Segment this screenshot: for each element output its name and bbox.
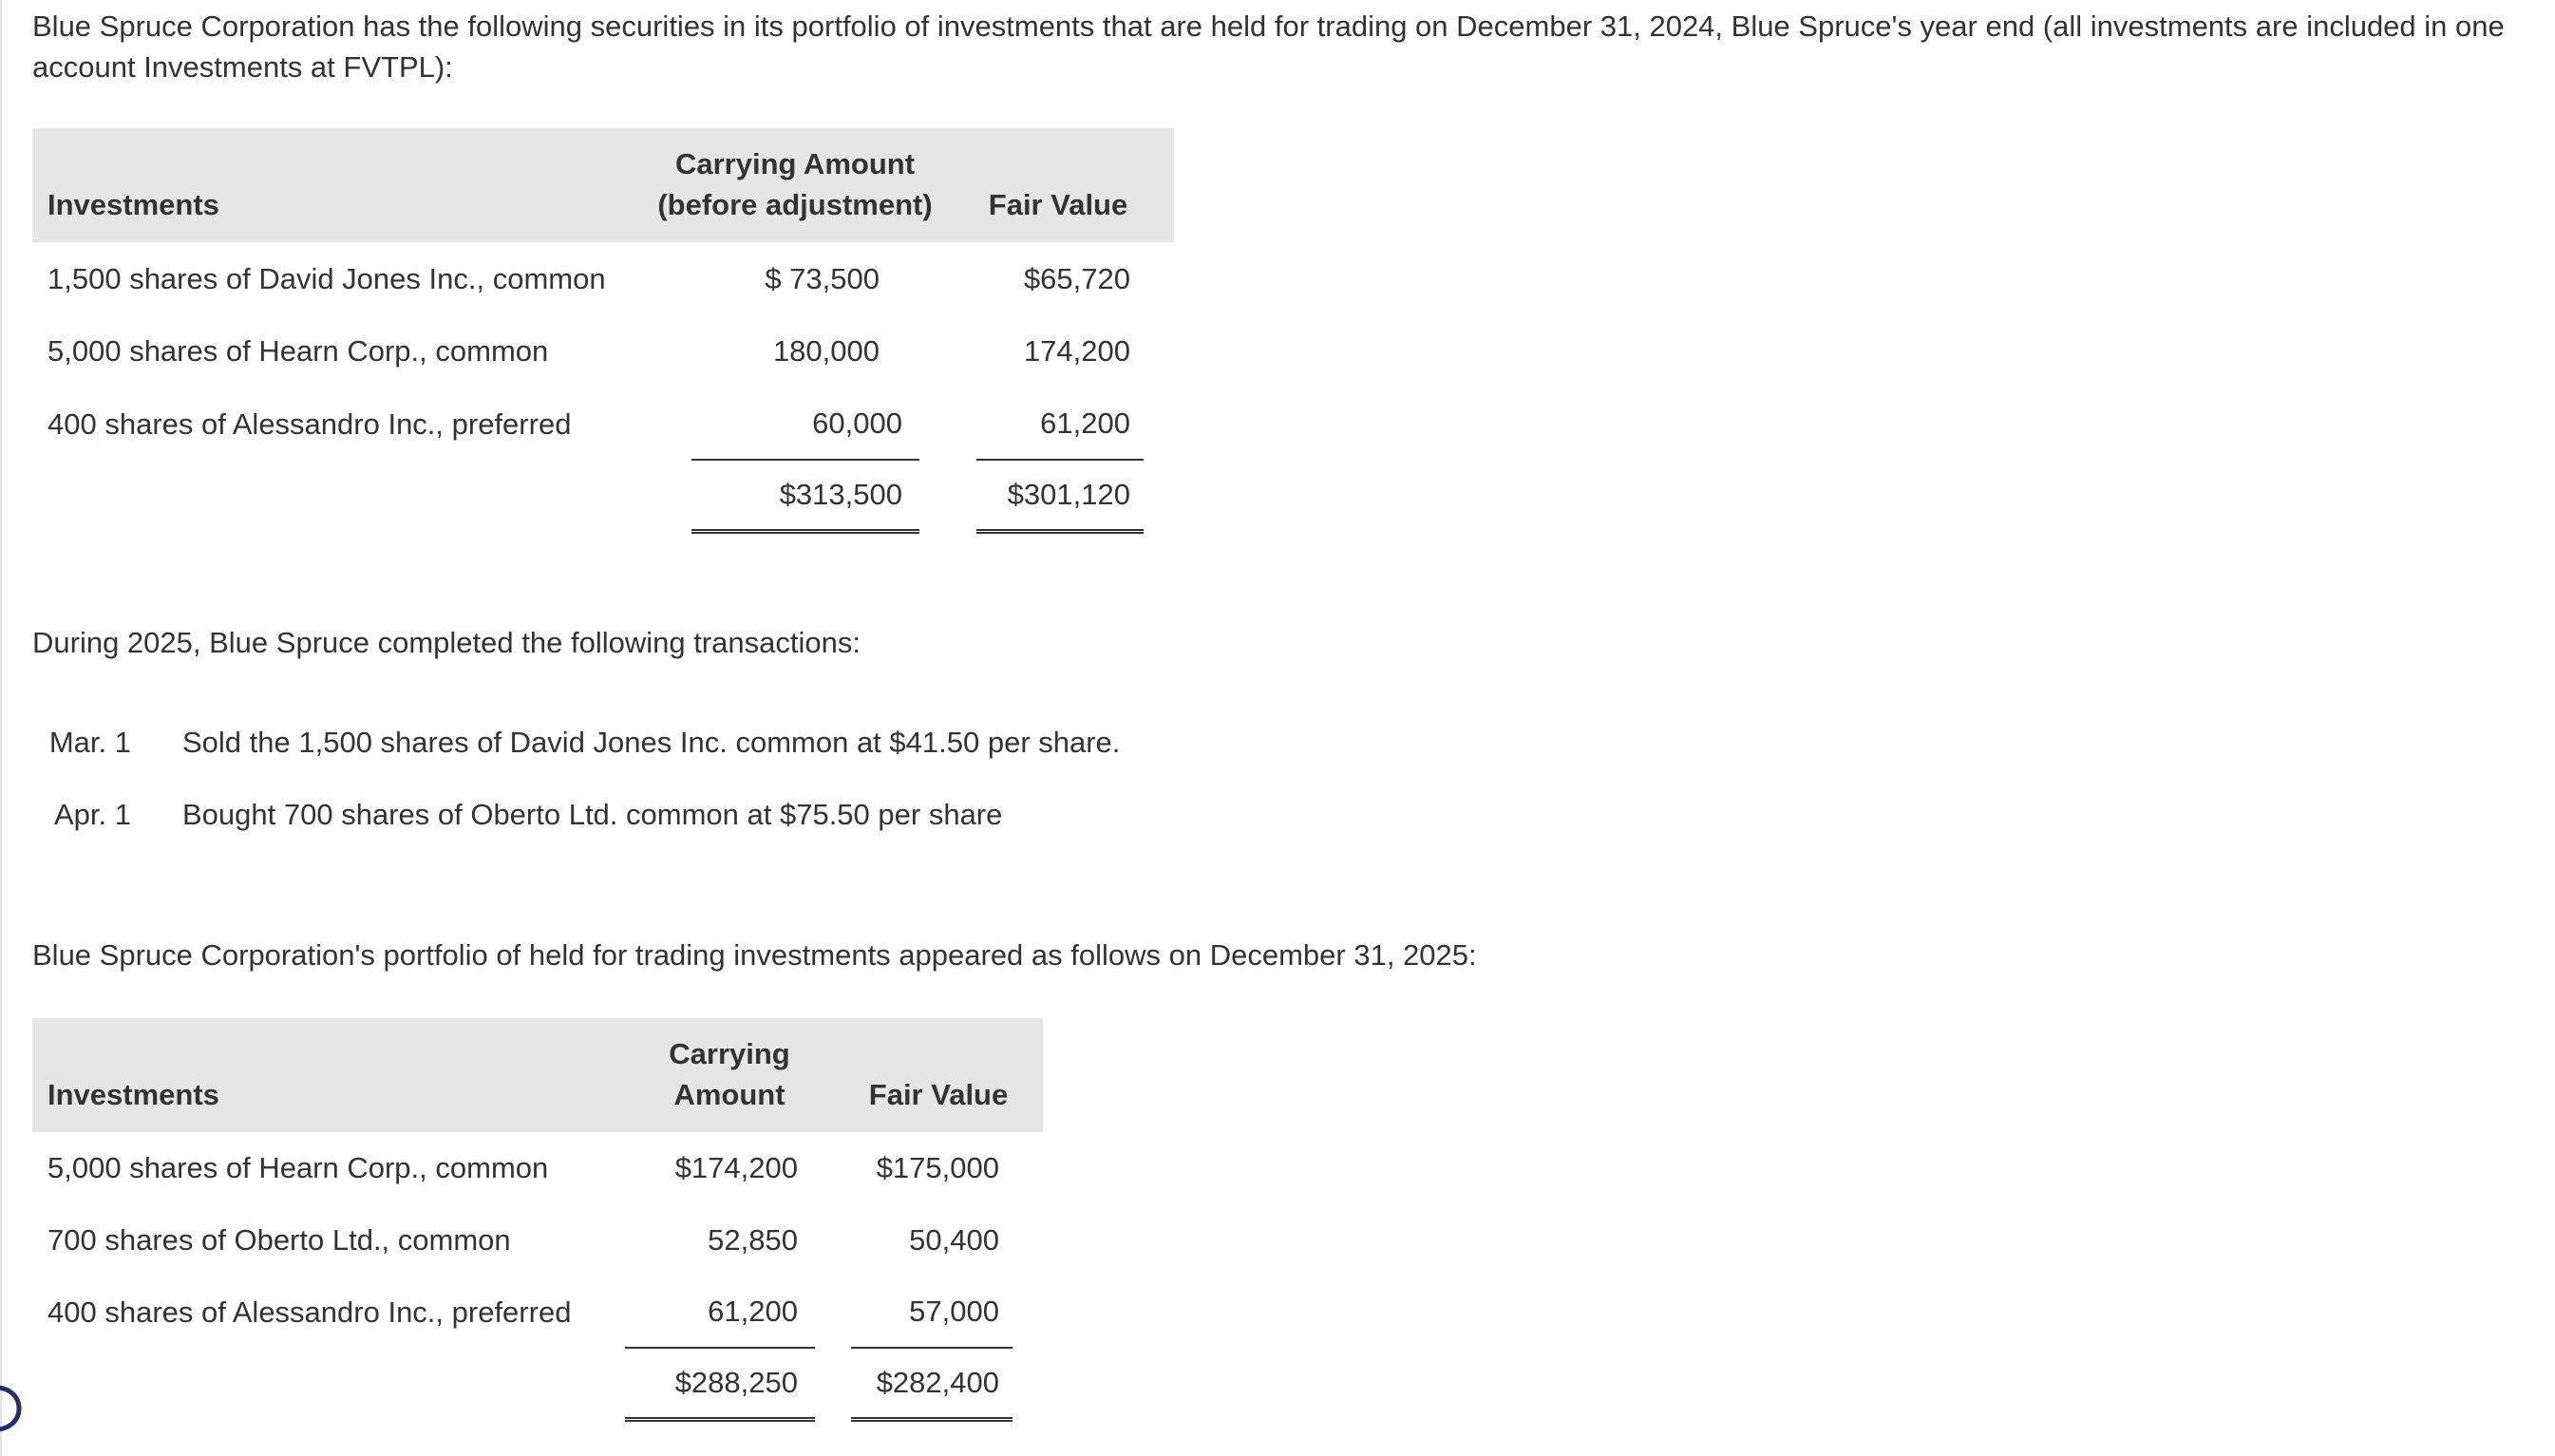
- investments-table-2025: [32, 1018, 1043, 1425]
- transaction-text: Bought 700 shares of Oberto Ltd. common at $75.50 per share: [182, 798, 1003, 831]
- row-carrying-amount: $ 73,500: [765, 261, 880, 295]
- table-row: [32, 242, 1174, 315]
- transactions-intro: During 2025, Blue Spruce completed the following transactions:: [32, 626, 861, 659]
- left-border: [0, 0, 2, 1456]
- table-header-row: [32, 128, 1174, 242]
- header-carrying-line1: Carrying: [669, 1037, 790, 1070]
- row-investment-name: 1,500 shares of David Jones Inc., common: [47, 261, 606, 295]
- row-carrying-amount: $174,200: [674, 1151, 798, 1184]
- header-carrying-line2: (before adjustment): [657, 188, 933, 221]
- row-fair-value: 174,200: [1023, 334, 1130, 368]
- transaction-item: [32, 794, 1002, 835]
- header-investments: Investments: [32, 1018, 625, 1132]
- table-row: [32, 315, 1174, 388]
- row-fair-value: 61,200: [976, 388, 1144, 461]
- total-carrying-amount: $288,250: [625, 1349, 815, 1422]
- table-header-row: [32, 1018, 1043, 1132]
- row-fair-value: 57,000: [851, 1276, 1013, 1349]
- header-fair-value: Fair Value: [942, 128, 1174, 242]
- row-fair-value: 50,400: [909, 1223, 999, 1257]
- row-investment-name: 400 shares of Alessandro Inc., preferred: [47, 1295, 572, 1329]
- table-total-row: [32, 461, 1174, 539]
- table-row: [32, 388, 1174, 461]
- header-fair-value: Fair Value: [834, 1018, 1043, 1132]
- row-carrying-amount: 180,000: [772, 334, 880, 368]
- transaction-date: Mar. 1: [48, 726, 131, 759]
- total-fair-value: $301,120: [976, 461, 1144, 534]
- row-fair-value: $175,000: [876, 1151, 999, 1184]
- row-fair-value: $65,720: [1023, 261, 1130, 295]
- intro-paragraph: Blue Spruce Corporation has the following securities in its portfolio of investments that are held for trading on December 31, 2024, Blue Spruce's year end (all investments are included in one account Investments at FVTPL):: [32, 9, 2505, 84]
- transaction-text: Sold the 1,500 shares of David Jones Inc. common at $41.50 per share.: [182, 726, 1121, 759]
- header-carrying-line1: Carrying Amount: [674, 147, 916, 180]
- row-investment-name: 5,000 shares of Hearn Corp., common: [47, 334, 549, 368]
- row-investment-name: 5,000 shares of Hearn Corp., common: [47, 1151, 549, 1184]
- cursor-hand-icon: [0, 1382, 27, 1435]
- row-carrying-amount: 61,200: [625, 1276, 815, 1349]
- header-investments: Investments: [32, 128, 648, 242]
- transaction-item: [32, 722, 1120, 763]
- header-carrying-amount: [625, 1018, 834, 1132]
- investments-table-2024: [32, 128, 1174, 539]
- total-carrying-amount: $313,500: [691, 461, 919, 534]
- header-carrying-line2: Amount: [673, 1078, 785, 1111]
- table-row: [32, 1204, 1043, 1276]
- transaction-date: Apr. 1: [54, 798, 131, 831]
- row-carrying-amount: 60,000: [691, 388, 919, 461]
- row-investment-name: 400 shares of Alessandro Inc., preferred: [47, 407, 572, 441]
- header-carrying-amount: [648, 128, 942, 242]
- portfolio-2025-paragraph: Blue Spruce Corporation's portfolio of held for trading investments appeared as follows on December 31, 2025:: [32, 938, 1477, 972]
- row-investment-name: 700 shares of Oberto Ltd., common: [47, 1223, 511, 1257]
- table-row: [32, 1276, 1043, 1349]
- total-fair-value: $282,400: [851, 1349, 1013, 1422]
- table-row: [32, 1132, 1043, 1204]
- row-carrying-amount: 52,850: [708, 1223, 798, 1257]
- table-total-row: [32, 1349, 1043, 1425]
